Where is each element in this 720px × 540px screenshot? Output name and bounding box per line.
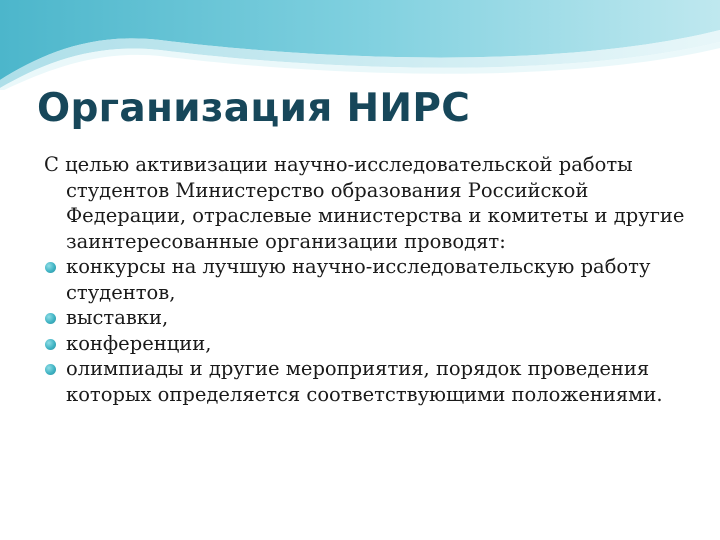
list-item (44, 331, 704, 357)
list-item (44, 356, 704, 407)
intro-paragraph: С целью активизации научно-исследовательской работы студентов Министерство образования Российской Федерации, отраслевые министерства и комитеты и другие заинтересованные организации проводят: (44, 153, 685, 253)
bullet-dot-icon (45, 262, 56, 273)
slide-title: Организация НИРС (37, 86, 471, 131)
bullet-dot-icon (45, 313, 56, 324)
list-item-text: выставки, (66, 306, 169, 329)
list-item-text: конкурсы на лучшую научно-исследовательскую работу студентов, (66, 255, 651, 304)
slide-content (44, 152, 704, 407)
list-item (44, 254, 704, 305)
bullet-dot-icon (45, 339, 56, 350)
list-item-text: конференции, (66, 331, 212, 355)
list-item-text: олимпиады и другие мероприятия, порядок проведения которых определяется соответствующими положениями. (66, 357, 663, 406)
bullet-list (44, 254, 704, 407)
header-wave-decoration (0, 0, 720, 90)
list-item (44, 305, 704, 331)
bullet-dot-icon (45, 364, 56, 375)
